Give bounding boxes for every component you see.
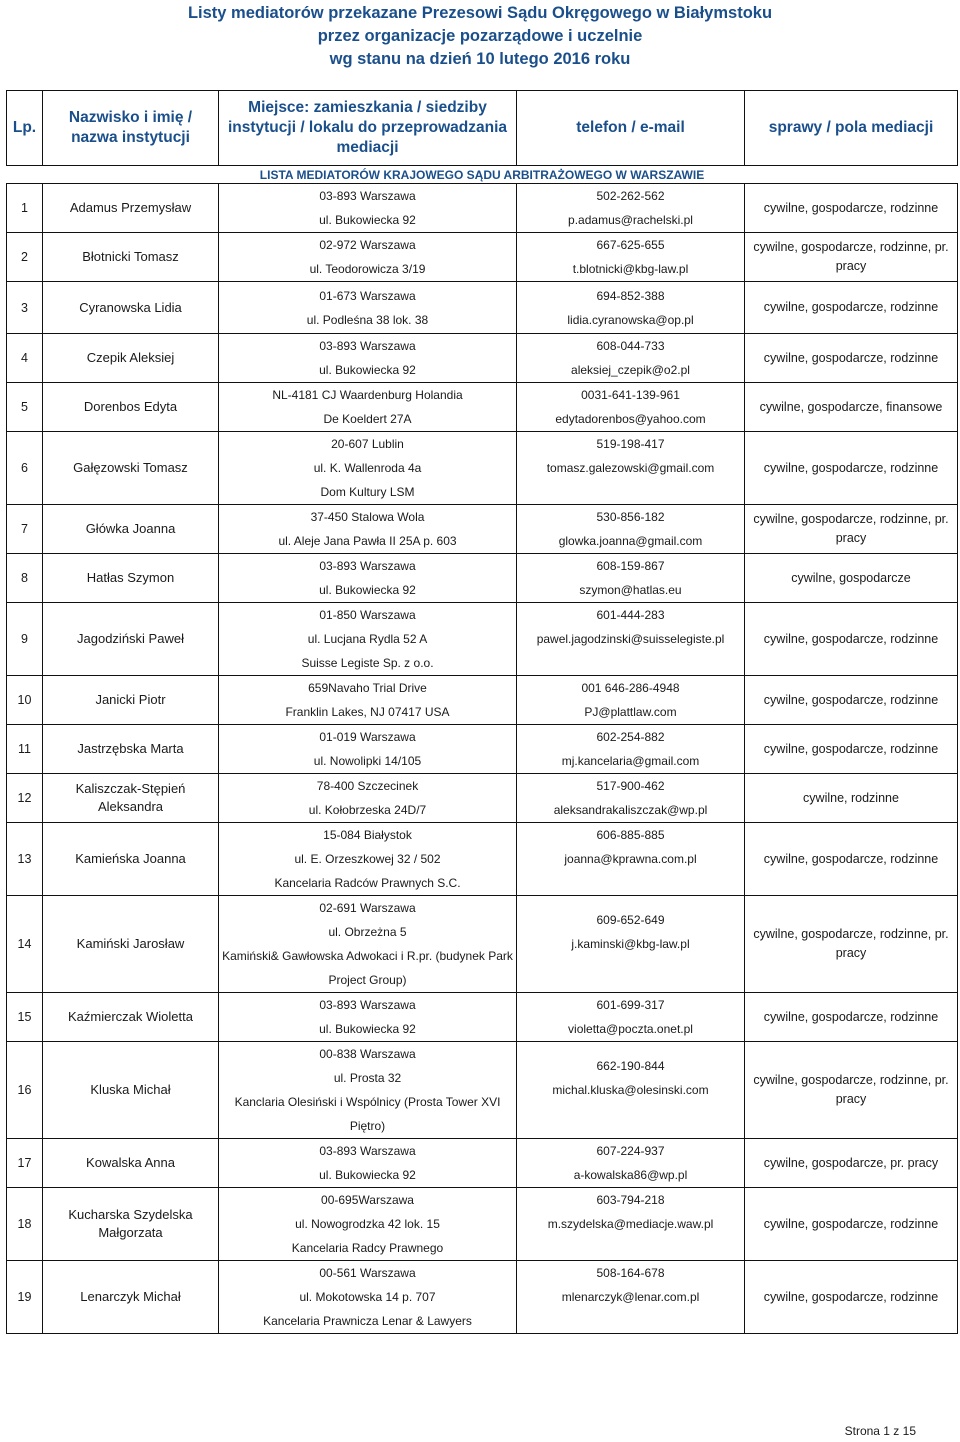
mediator-address: [219, 1261, 517, 1334]
address-line: ul. Bukowiecka 92: [319, 583, 416, 597]
table-row: [7, 383, 958, 432]
mediator-address: [219, 676, 517, 725]
address-line: 03-893 Warszawa: [319, 189, 416, 203]
mediation-fields: cywilne, gospodarcze, rodzinne, pr. pracy: [745, 896, 958, 993]
mediation-fields: cywilne, gospodarcze, rodzinne: [745, 993, 958, 1042]
phone-number: 508-164-678: [596, 1266, 665, 1280]
mediator-contact: [517, 676, 745, 725]
address-line: De Koeldert 27A: [323, 412, 412, 426]
address-line: ul. Nowolipki 14/105: [313, 754, 422, 768]
address-line: 03-893 Warszawa: [319, 1144, 416, 1158]
mediator-address: [219, 554, 517, 603]
mediator-name: Hatłas Szymon: [43, 554, 219, 603]
row-number: 16: [7, 1042, 43, 1139]
phone-number: 601-444-283: [596, 608, 665, 622]
title-line-2: przez organizacje pozarządowe i uczelnie: [317, 27, 643, 45]
mediator-address: [219, 334, 517, 383]
table-row: [7, 676, 958, 725]
phone-number: 607-224-937: [596, 1144, 665, 1158]
email-address[interactable]: glowka.joanna@gmail.com: [558, 534, 703, 548]
mediation-fields: cywilne, gospodarcze, finansowe: [745, 383, 958, 432]
address-line: Franklin Lakes, NJ 07417 USA: [285, 705, 450, 719]
row-number: 4: [7, 334, 43, 383]
mediator-name: Czepik Aleksiej: [43, 334, 219, 383]
mediation-fields: cywilne, gospodarcze, rodzinne: [745, 1261, 958, 1334]
mediator-name: Błotnicki Tomasz: [43, 233, 219, 282]
table-row: [7, 896, 958, 993]
phone-number: 602-254-882: [596, 730, 665, 744]
mediation-fields: cywilne, gospodarcze, rodzinne: [745, 603, 958, 676]
page-footer: Strona 1 z 15: [844, 1424, 916, 1438]
mediator-contact: [517, 1042, 745, 1139]
phone-number: 530-856-182: [596, 510, 665, 524]
mediation-fields: cywilne, gospodarcze, rodzinne: [745, 676, 958, 725]
address-line: ul. K. Wallenroda 4a: [313, 461, 422, 475]
mediation-fields: cywilne, gospodarcze, rodzinne: [745, 282, 958, 334]
mediator-name: Adamus Przemysław: [43, 184, 219, 233]
mediator-address: [219, 774, 517, 823]
address-line: Kamiński& Gawłowska Adwokaci i R.pr. (budynek Park Project Group): [222, 949, 513, 987]
address-line: 37-450 Stalowa Wola: [310, 510, 425, 524]
address-line: ul. Bukowiecka 92: [319, 213, 416, 227]
email-address: [520, 871, 741, 895]
row-number: 19: [7, 1261, 43, 1334]
address-line: 15-084 Białystok: [323, 828, 412, 842]
section-title: LISTA MEDIATORÓW KRAJOWEGO SĄDU ARBITRAŻOWEGO W WARSZAWIE: [7, 166, 958, 184]
mediator-address: [219, 282, 517, 334]
header-lp: Lp.: [7, 91, 43, 166]
table-row: [7, 1188, 958, 1261]
email-address[interactable]: tomasz.galezowski@gmail.com: [546, 461, 715, 475]
mediation-fields: cywilne, gospodarcze, rodzinne: [745, 334, 958, 383]
email-address[interactable]: joanna@kprawna.com.pl: [564, 852, 697, 866]
email-address[interactable]: lidia.cyranowska@op.pl: [567, 312, 694, 327]
mediation-fields: cywilne, gospodarcze, rodzinne: [745, 725, 958, 774]
address-line: 03-893 Warszawa: [319, 339, 416, 353]
row-number: 2: [7, 233, 43, 282]
mediator-name: Kamieńska Joanna: [43, 823, 219, 896]
email-address[interactable]: p.adamus@rachelski.pl: [568, 213, 693, 227]
email-address[interactable]: mj.kancelaria@gmail.com: [561, 754, 700, 768]
address-line: ul. Aleje Jana Pawła II 25A p. 603: [278, 534, 457, 548]
row-number: 6: [7, 432, 43, 505]
row-number: 15: [7, 993, 43, 1042]
address-line: Kancelaria Radcy Prawnego: [291, 1241, 444, 1255]
title-line-3: wg stanu na dzień 10 lutego 2016 roku: [329, 50, 631, 68]
table-row: [7, 725, 958, 774]
address-line: 01-850 Warszawa: [319, 608, 416, 622]
address-line: 00-695Warszawa: [321, 1193, 414, 1207]
table-row: [7, 1139, 958, 1188]
address-line: 01-019 Warszawa: [319, 730, 416, 744]
address-line: ul. E. Orzeszkowej 32 / 502: [294, 852, 441, 866]
address-line: ul. Bukowiecka 92: [319, 1168, 416, 1182]
mediator-name: Kamiński Jarosław: [43, 896, 219, 993]
mediator-contact: [517, 603, 745, 676]
row-number: 13: [7, 823, 43, 896]
email-address[interactable]: m.szydelska@mediacje.waw.pl: [547, 1217, 714, 1231]
email-address[interactable]: aleksandrakaliszczak@wp.pl: [553, 803, 708, 817]
mediator-contact: [517, 774, 745, 823]
table-row: [7, 1042, 958, 1139]
mediator-name: Janicki Piotr: [43, 676, 219, 725]
mediator-address: [219, 1188, 517, 1261]
section-row: [7, 166, 958, 184]
phone-number: 667-625-655: [596, 238, 665, 252]
mediator-contact: [517, 282, 745, 334]
table-row: [7, 505, 958, 554]
email-address[interactable]: pawel.jagodzinski@suisselegiste.pl: [536, 632, 725, 646]
address-line: 00-838 Warszawa: [319, 1047, 416, 1061]
row-number: 18: [7, 1188, 43, 1261]
mediator-name: Jagodziński Paweł: [43, 603, 219, 676]
table-row: [7, 334, 958, 383]
email-address: [520, 480, 741, 504]
email-address[interactable]: PJ@plattlaw.com: [584, 705, 677, 719]
mediator-contact: [517, 334, 745, 383]
row-number: 5: [7, 383, 43, 432]
mediation-fields: cywilne, gospodarcze, rodzinne, pr. pracy: [745, 1042, 958, 1139]
mediator-address: [219, 432, 517, 505]
email-address[interactable]: violetta@poczta.onet.pl: [568, 1022, 693, 1036]
document-title: [0, 2, 960, 71]
mediator-name: Kucharska Szydelska Małgorzata: [43, 1188, 219, 1261]
mediator-contact: [517, 383, 745, 432]
mediator-contact: [517, 993, 745, 1042]
address-line: ul. Teodorowicza 3/19: [309, 262, 426, 276]
header-place: Miejsce: zamieszkania / siedziby instytucji / lokalu do przeprowadzania mediacji: [219, 91, 517, 166]
table-row: [7, 774, 958, 823]
address-line: ul. Prosta 32: [333, 1071, 402, 1085]
mediator-name: Jastrzębska Marta: [43, 725, 219, 774]
phone-number: 608-044-733: [596, 339, 665, 353]
phone-number: 608-159-867: [596, 559, 665, 573]
mediator-contact: [517, 1139, 745, 1188]
title-line-1: Listy mediatorów przekazane Prezesowi Sądu Okręgowego w Białymstoku: [187, 4, 773, 22]
address-line: 02-972 Warszawa: [319, 238, 416, 252]
email-address: [520, 1236, 741, 1260]
header-row: [7, 91, 958, 166]
address-line: 02-691 Warszawa: [319, 901, 416, 915]
mediator-address: [219, 823, 517, 896]
mediator-contact: [517, 1188, 745, 1261]
address-line: ul. Lucjana Rydla 52 A: [307, 632, 428, 646]
mediator-contact: [517, 1261, 745, 1334]
phone-number: 0031-641-139-961: [581, 388, 680, 402]
address-line: 03-893 Warszawa: [319, 559, 416, 573]
mediation-fields: cywilne, gospodarcze, rodzinne: [745, 184, 958, 233]
mediator-address: [219, 383, 517, 432]
mediator-address: [219, 896, 517, 993]
address-line: ul. Bukowiecka 92: [319, 1022, 416, 1036]
table-row: [7, 554, 958, 603]
phone-number: 001 646-286-4948: [581, 681, 680, 695]
mediators-table: [6, 90, 958, 1334]
phone-number: 502-262-562: [596, 189, 665, 203]
row-number: 17: [7, 1139, 43, 1188]
table-row: [7, 823, 958, 896]
mediation-fields: cywilne, gospodarcze, rodzinne: [745, 1188, 958, 1261]
table-body: [7, 166, 958, 1334]
mediator-address: [219, 725, 517, 774]
mediation-fields: cywilne, gospodarcze, rodzinne: [745, 432, 958, 505]
table-row: [7, 184, 958, 233]
address-line: Kanclaria Olesiński i Wspólnicy (Prosta Tower XVI Piętro): [234, 1095, 501, 1133]
mediator-contact: [517, 896, 745, 993]
header-contact: telefon / e-mail: [517, 91, 745, 166]
header-fields: sprawy / pola mediacji: [745, 91, 958, 166]
mediation-fields: cywilne, gospodarcze, rodzinne: [745, 823, 958, 896]
email-address[interactable]: mlenarczyk@lenar.com.pl: [561, 1290, 700, 1304]
mediation-fields: cywilne, rodzinne: [745, 774, 958, 823]
email-address: [520, 1102, 741, 1126]
email-address[interactable]: michal.kluska@olesinski.com: [552, 1083, 709, 1097]
mediator-contact: [517, 233, 745, 282]
table-row: [7, 993, 958, 1042]
mediator-address: [219, 233, 517, 282]
email-address[interactable]: szymon@hatlas.eu: [579, 583, 682, 597]
table-row: [7, 233, 958, 282]
row-number: 12: [7, 774, 43, 823]
row-number: 7: [7, 505, 43, 554]
mediator-name: Kowalska Anna: [43, 1139, 219, 1188]
row-number: 1: [7, 184, 43, 233]
mediation-fields: cywilne, gospodarcze, rodzinne, pr. pracy: [745, 233, 958, 282]
phone-number: 606-885-885: [596, 828, 665, 842]
mediator-contact: [517, 823, 745, 896]
row-number: 9: [7, 603, 43, 676]
mediator-contact: [517, 725, 745, 774]
row-number: 3: [7, 282, 43, 334]
email-address[interactable]: t.blotnicki@kbg-law.pl: [572, 262, 689, 276]
address-line: ul. Obrzeżna 5: [328, 925, 407, 939]
mediator-address: [219, 1139, 517, 1188]
phone-number: 601-699-317: [596, 998, 665, 1012]
address-line: 78-400 Szczecinek: [316, 779, 419, 793]
address-line: ul. Kołobrzeska 24D/7: [308, 803, 427, 817]
phone-number: 519-198-417: [596, 437, 665, 451]
table-row: [7, 282, 958, 334]
address-line: Suisse Legiste Sp. z o.o.: [301, 656, 434, 670]
mediator-name: Kluska Michał: [43, 1042, 219, 1139]
email-address: [520, 1309, 741, 1333]
address-line: Kancelaria Radców Prawnych S.C.: [274, 876, 461, 890]
address-line: ul. Mokotowska 14 p. 707: [299, 1290, 436, 1304]
email-address: [520, 956, 741, 980]
mediator-address: [219, 1042, 517, 1139]
mediation-fields: cywilne, gospodarcze: [745, 554, 958, 603]
address-line: 20-607 Lublin: [331, 437, 404, 451]
mediator-name: Lenarczyk Michał: [43, 1261, 219, 1334]
header-name: Nazwisko i imię / nazwa instytucji: [43, 91, 219, 166]
row-number: 14: [7, 896, 43, 993]
address-line: ul. Nowogrodzka 42 lok. 15: [295, 1217, 440, 1231]
phone-number: 694-852-388: [596, 288, 665, 303]
address-line: ul. Podleśna 38 lok. 38: [306, 312, 429, 327]
mediator-name: Dorenbos Edyta: [43, 383, 219, 432]
address-line: ul. Bukowiecka 92: [319, 363, 416, 377]
mediator-name: Gałęzowski Tomasz: [43, 432, 219, 505]
email-address[interactable]: aleksiej_czepik@o2.pl: [571, 363, 690, 377]
address-line: 03-893 Warszawa: [319, 998, 416, 1012]
mediation-fields: cywilne, gospodarcze, pr. pracy: [745, 1139, 958, 1188]
address-line: Kancelaria Prawnicza Lenar & Lawyers: [263, 1314, 472, 1328]
mediator-contact: [517, 184, 745, 233]
mediator-contact: [517, 554, 745, 603]
mediator-contact: [517, 505, 745, 554]
mediation-fields: cywilne, gospodarcze, rodzinne, pr. pracy: [745, 505, 958, 554]
phone-number: 517-900-462: [596, 779, 665, 793]
mediator-name: Cyranowska Lidia: [43, 282, 219, 334]
mediator-address: [219, 993, 517, 1042]
email-address[interactable]: j.kaminski@kbg-law.pl: [571, 937, 690, 951]
row-number: 11: [7, 725, 43, 774]
mediator-contact: [517, 432, 745, 505]
table-row: [7, 432, 958, 505]
phone-number: 603-794-218: [596, 1193, 665, 1207]
row-number: 10: [7, 676, 43, 725]
mediator-address: [219, 184, 517, 233]
phone-number: 609-652-649: [596, 913, 665, 927]
mediator-address: [219, 505, 517, 554]
address-line: Dom Kultury LSM: [320, 485, 415, 499]
table-row: [7, 603, 958, 676]
row-number: 8: [7, 554, 43, 603]
mediator-name: Główka Joanna: [43, 505, 219, 554]
email-address: [520, 651, 741, 675]
mediator-name: Kaźmierczak Wioletta: [43, 993, 219, 1042]
table-row: [7, 1261, 958, 1334]
address-line: 00-561 Warszawa: [319, 1266, 416, 1280]
email-address[interactable]: a-kowalska86@wp.pl: [573, 1168, 688, 1182]
email-address[interactable]: edytadorenbos@yahoo.com: [555, 412, 706, 426]
mediator-name: Kaliszczak-Stępień Aleksandra: [43, 774, 219, 823]
address-line: 01-673 Warszawa: [319, 288, 416, 303]
phone-number: 662-190-844: [596, 1059, 665, 1073]
mediator-address: [219, 603, 517, 676]
address-line: 659Navaho Trial Drive: [308, 681, 427, 695]
address-line: NL-4181 CJ Waardenburg Holandia: [272, 388, 463, 402]
